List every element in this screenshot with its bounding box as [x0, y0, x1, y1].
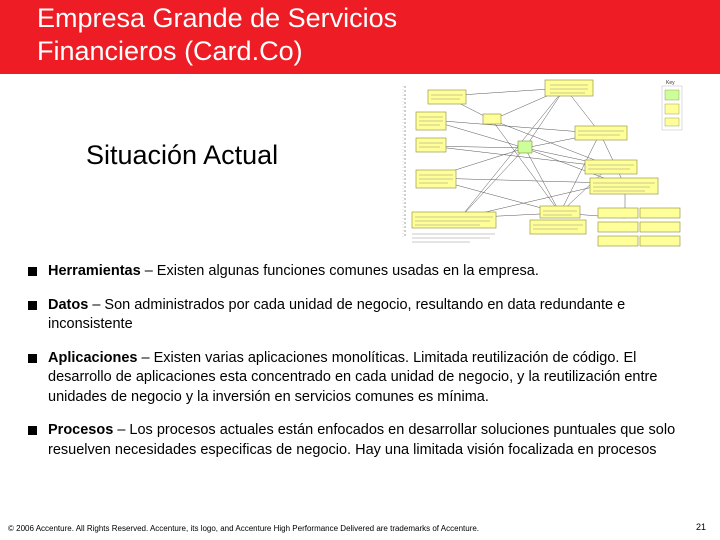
- bullet-text: – Existen algunas funciones comunes usadas en la empresa.: [140, 263, 539, 279]
- diagram-key-label: Key: [666, 80, 675, 86]
- bullet-text: – Existen varias aplicaciones monolíticas. Limitada reutilización de código. El desarrollo de aplicaciones esta concentrado en cada unidad de negocio, y la reutilización entre unidades de negocio y la inversión en servicios comunes es mínima.: [48, 349, 658, 405]
- slide-subtitle: Situación Actual: [86, 140, 279, 170]
- architecture-diagram: [400, 78, 685, 248]
- bullet-square-icon: [28, 426, 37, 435]
- bullet-item-aplicaciones: [28, 349, 698, 408]
- bullet-list: [28, 262, 698, 460]
- bullet-item-procesos: [28, 421, 698, 460]
- bullet-square-icon: [28, 354, 37, 363]
- bullet-heading: Aplicaciones: [48, 349, 138, 366]
- bullet-item-datos: [28, 296, 698, 335]
- bullet-heading: Herramientas: [48, 263, 141, 279]
- bullet-square-icon: [28, 267, 37, 276]
- title-bar: [0, 0, 720, 74]
- bullet-heading: Datos: [48, 296, 89, 313]
- bullet-text: – Son administrados por cada unidad de negocio, resultando en data redundante e inconsistente: [48, 296, 626, 332]
- slide-title: [37, 2, 397, 68]
- bullet-item-herramientas: [28, 262, 698, 282]
- footer-copyright: © 2006 Accenture. All Rights Reserved. Accenture, its logo, and Accenture High Performance Delivered are trademarks of Accenture.: [8, 524, 480, 533]
- page-number: 21: [695, 522, 706, 532]
- bullet-text: – Los procesos actuales están enfocados en desarrollar soluciones puntuales que solo resuelven necesidades especificas de negocio. Hay una limitada visión focalizada en procesos: [48, 422, 676, 458]
- slide-title-line-1: Empresa Grande de Servicios: [37, 3, 398, 33]
- architecture-diagram-graphic: [400, 78, 685, 248]
- slide-title-line-2: Financieros (Card.Co): [37, 36, 303, 66]
- bullet-heading: Procesos: [48, 422, 114, 438]
- bullet-square-icon: [28, 301, 37, 310]
